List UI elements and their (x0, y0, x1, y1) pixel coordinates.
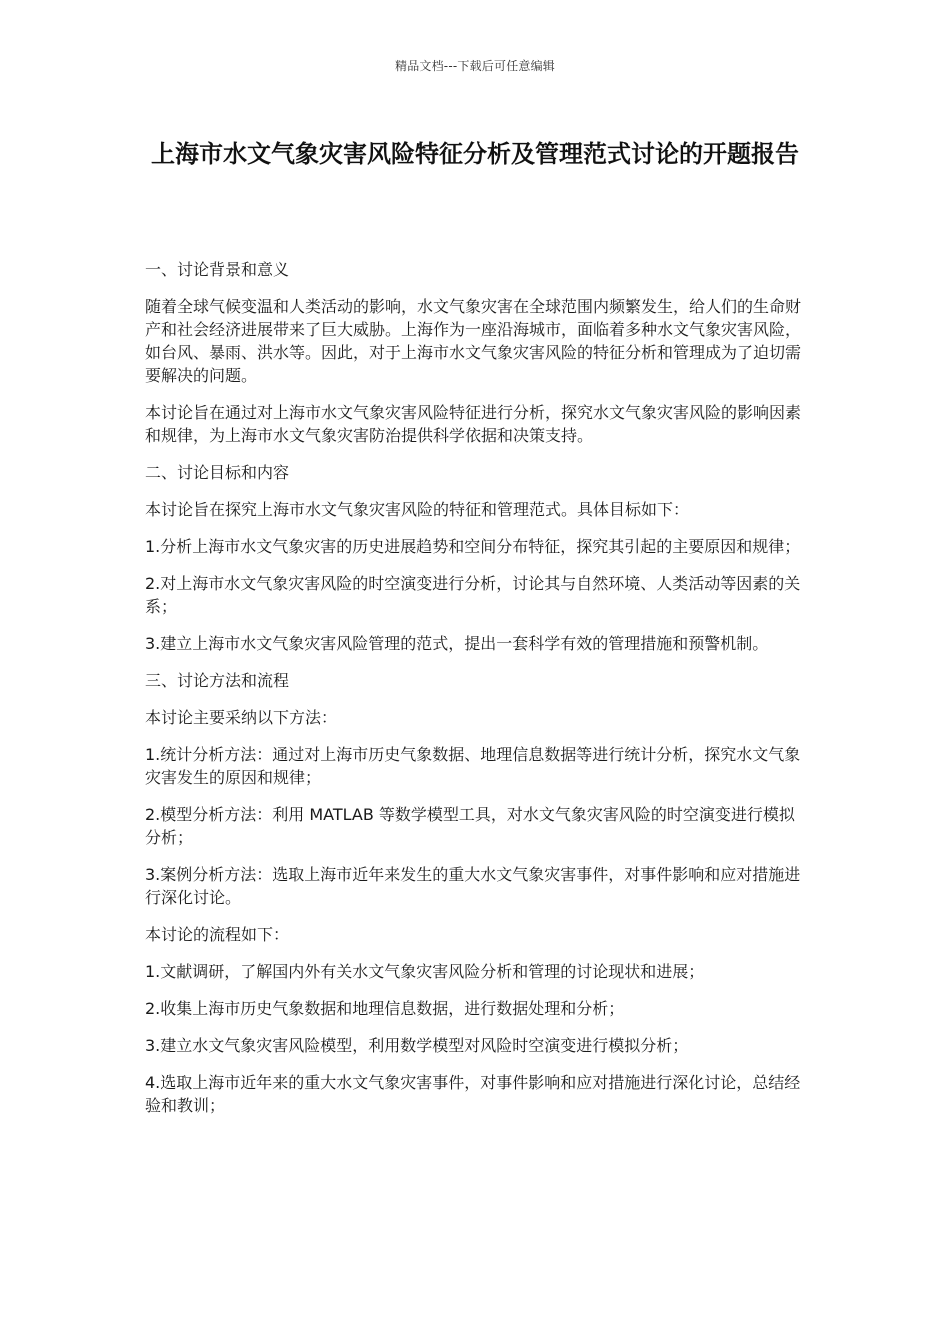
list-item: 1.文献调研，了解国内外有关水文气象灾害风险分析和管理的讨论现状和进展； (145, 962, 705, 981)
list-item: 1.分析上海市水文气象灾害的历史进展趋势和空间分布特征，探究其引起的主要原因和规律； (145, 537, 801, 556)
header-note: 精品文档---下载后可任意编辑 (395, 59, 555, 73)
list-item: 4.选取上海市近年来的重大水文气象灾害事件，对事件影响和应对措施进行深化讨论，总结经验和教训； (145, 1073, 801, 1115)
list-item: 2.模型分析方法：利用 MATLAB 等数学模型工具，对水文气象灾害风险的时空演变进行模拟分析； (145, 805, 795, 847)
body-paragraph: 随着全球气候变温和人类活动的影响，水文气象灾害在全球范围内频繁发生，给人们的生命财产和社会经济进展带来了巨大威胁。上海作为一座沿海城市，面临着多种水文气象灾害风险，如台风、暴雨、洪水等。因此，对于上海市水文气象灾害风险的特征分析和管理成为了迫切需要解决的问题。 (145, 297, 802, 385)
section-heading: 一、讨论背景和意义 (145, 260, 290, 279)
list-item: 3.案例分析方法：选取上海市近年来发生的重大水文气象灾害事件，对事件影响和应对措施进行深化讨论。 (145, 865, 801, 907)
list-item: 1.统计分析方法：通过对上海市历史气象数据、地理信息数据等进行统计分析，探究水文气象灾害发生的原因和规律； (145, 745, 801, 787)
document-title: 上海市水文气象灾害风险特征分析及管理范式讨论的开题报告 (151, 140, 799, 168)
body-paragraph: 本讨论的流程如下： (145, 925, 290, 944)
list-item: 3.建立上海市水文气象灾害风险管理的范式，提出一套科学有效的管理措施和预警机制。 (145, 634, 769, 653)
body-paragraph: 本讨论旨在通过对上海市水文气象灾害风险特征进行分析，探究水文气象灾害风险的影响因素和规律，为上海市水文气象灾害防治提供科学依据和决策支持。 (145, 403, 802, 445)
document-body (145, 258, 805, 1131)
body-paragraph: 本讨论主要采纳以下方法： (145, 708, 338, 727)
body-paragraph: 本讨论旨在探究上海市水文气象灾害风险的特征和管理范式。具体目标如下： (145, 500, 690, 519)
list-item: 2.收集上海市历史气象数据和地理信息数据，进行数据处理和分析； (145, 999, 625, 1018)
section-heading: 二、讨论目标和内容 (145, 463, 290, 482)
section-heading: 三、讨论方法和流程 (145, 671, 290, 690)
list-item: 3.建立水文气象灾害风险模型，利用数学模型对风险时空演变进行模拟分析； (145, 1036, 689, 1055)
list-item: 2.对上海市水文气象灾害风险的时空演变进行分析，讨论其与自然环境、人类活动等因素的关系； (145, 574, 801, 616)
